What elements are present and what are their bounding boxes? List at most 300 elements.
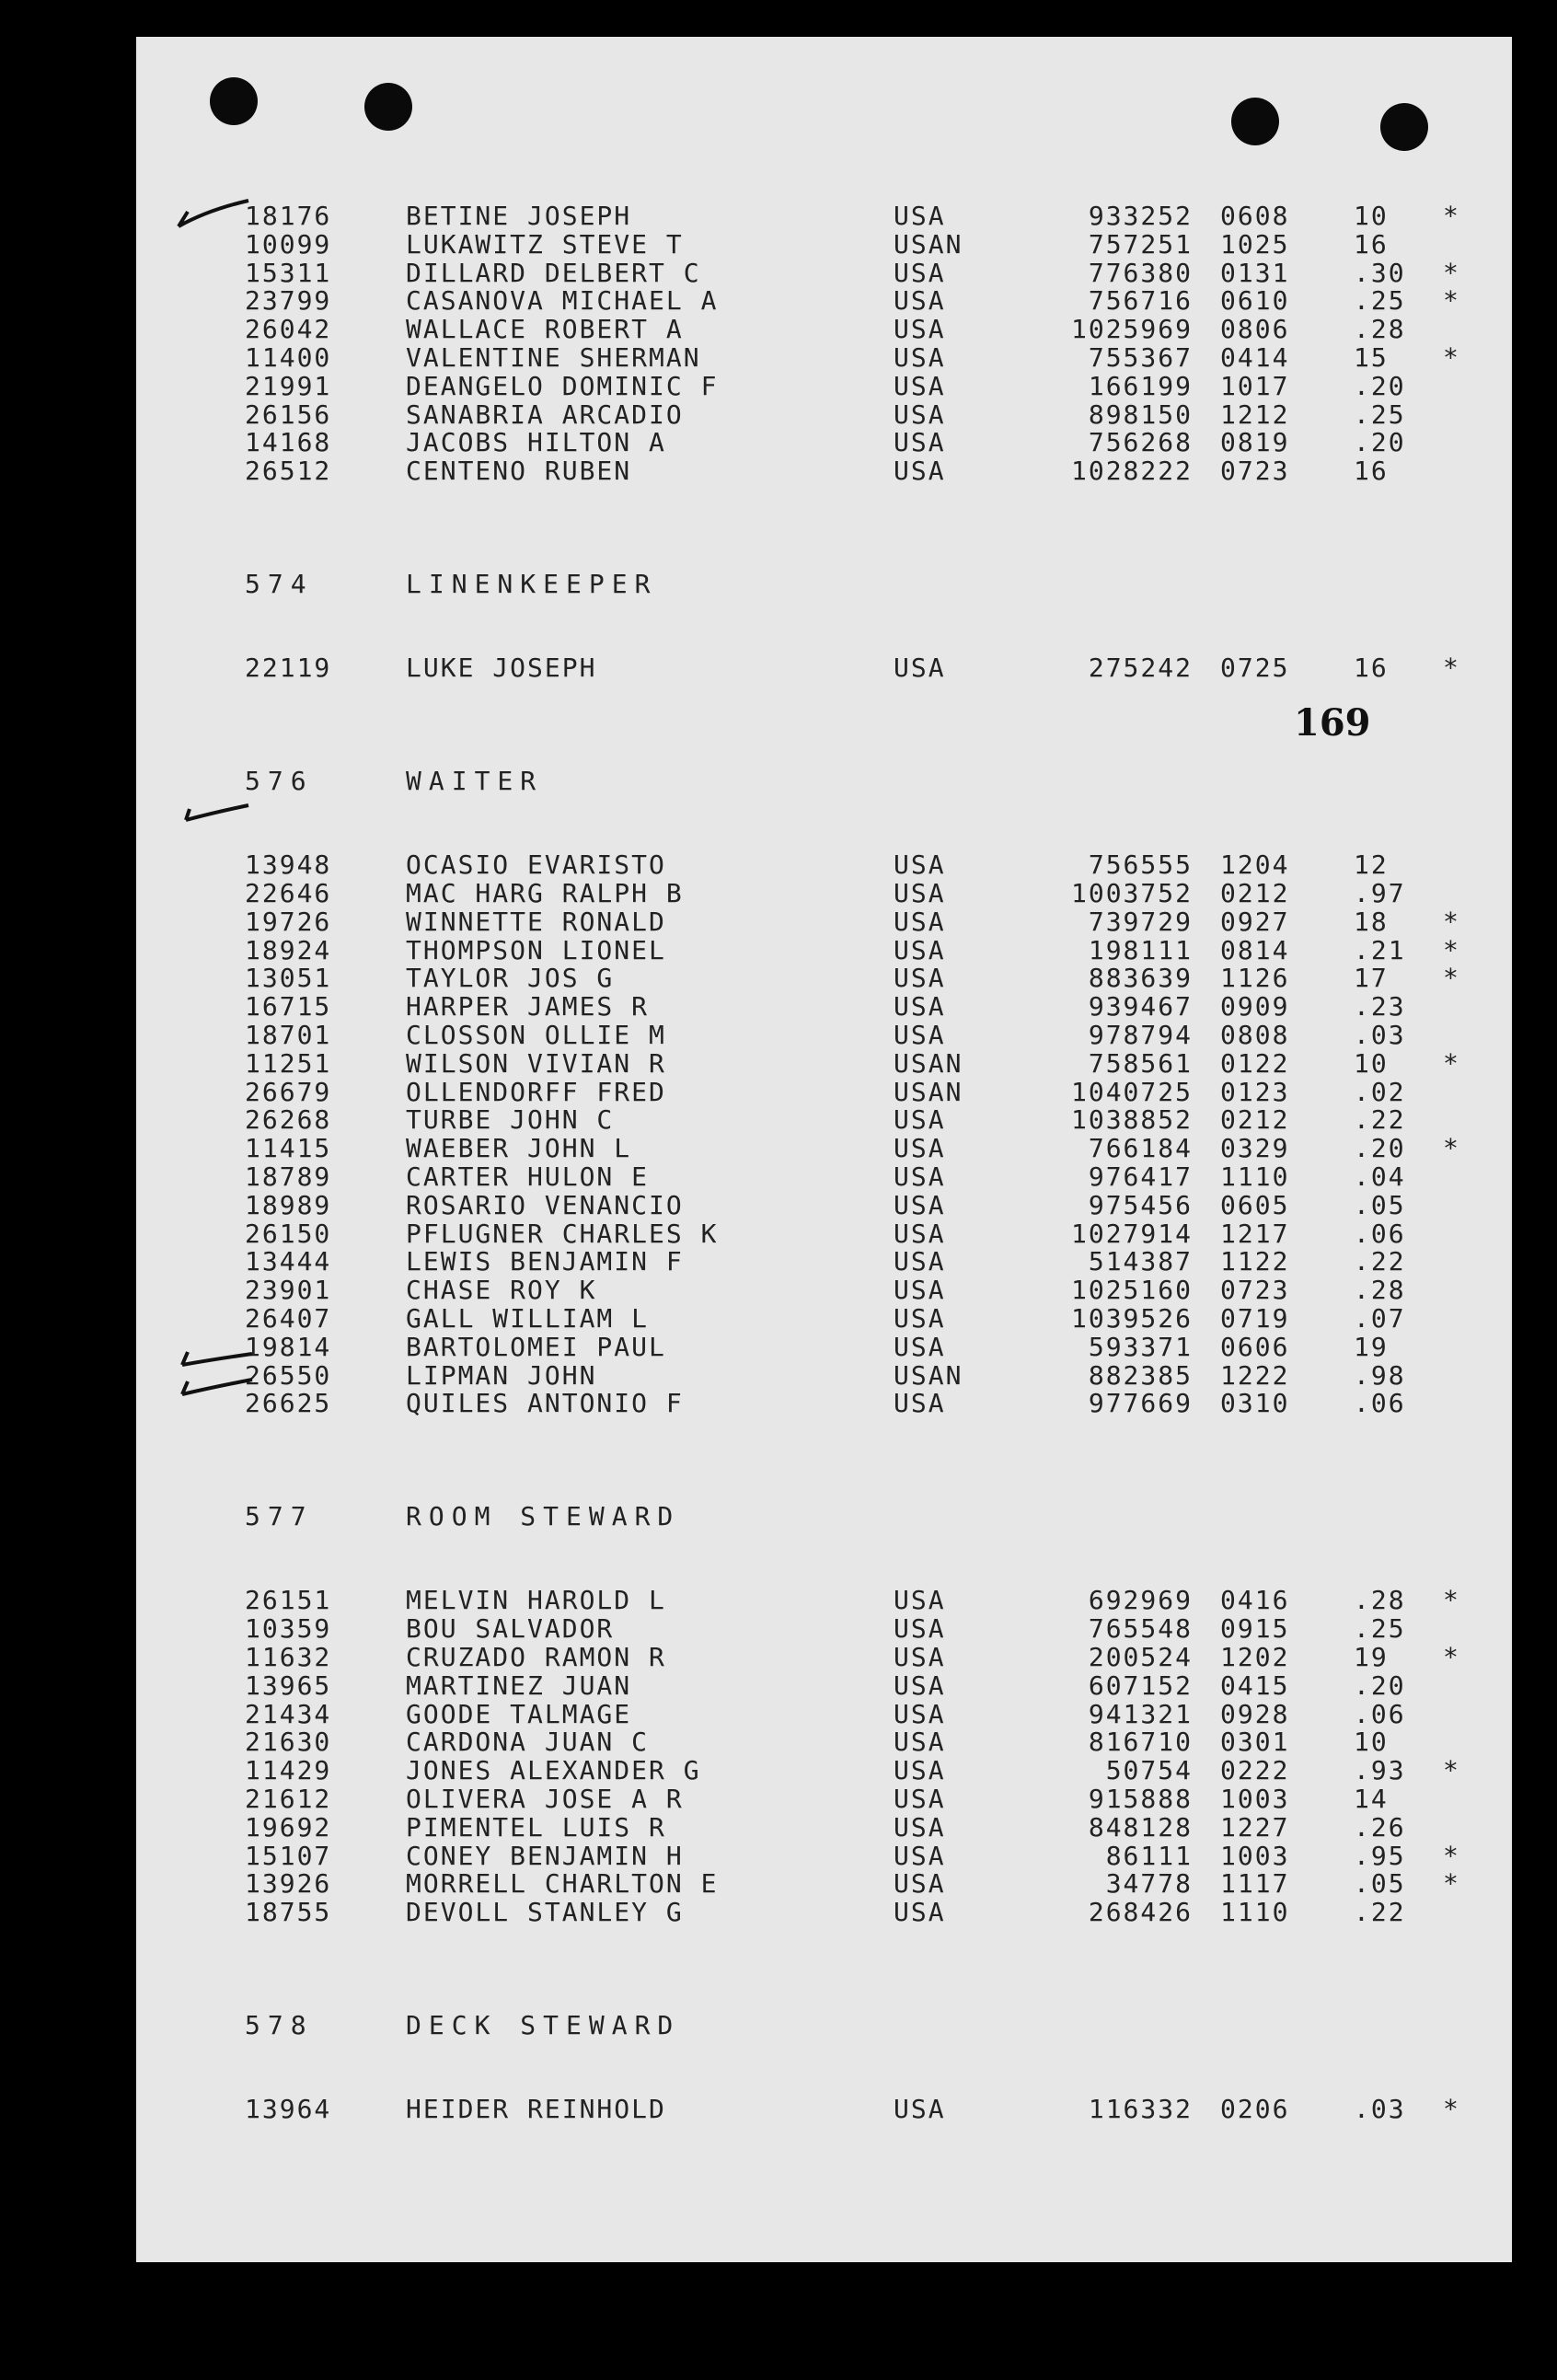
document-number: 915888 — [1088, 1784, 1193, 1814]
document-number: 765548 — [1088, 1613, 1193, 1645]
section-code: 574 — [245, 568, 314, 599]
rate-value: .21 — [1354, 934, 1406, 965]
document-number: 756268 — [1088, 427, 1193, 458]
crew-id: 13965 — [245, 1669, 332, 1701]
crew-name: LEWIS BENJAMIN F — [406, 1246, 684, 1277]
date-code: 0212 — [1220, 878, 1290, 908]
crew-name: OCASIO EVARISTO — [406, 849, 666, 881]
date-code: 0606 — [1220, 1331, 1290, 1362]
crew-row — [136, 342, 1512, 373]
rate-value: .04 — [1354, 1161, 1406, 1192]
crew-name: CLOSSON OLLIE M — [406, 1020, 666, 1050]
rate-value: .06 — [1354, 1698, 1406, 1729]
date-code: 0915 — [1220, 1613, 1290, 1645]
rate-value: .28 — [1354, 314, 1406, 345]
rate-value: 19 — [1354, 1331, 1389, 1362]
crew-row — [136, 1585, 1512, 1616]
document-number: 939467 — [1088, 991, 1193, 1022]
date-code: 0719 — [1220, 1303, 1290, 1334]
rate-value: 14 — [1354, 1784, 1389, 1814]
document-number: 268426 — [1088, 1897, 1193, 1928]
crew-name: OLIVERA JOSE A R — [406, 1784, 684, 1814]
crew-id: 26151 — [245, 1585, 332, 1616]
rate-value: 10 — [1354, 1727, 1389, 1758]
nationality: USA — [894, 314, 946, 345]
nationality: USA — [894, 991, 946, 1022]
crew-id: 22119 — [245, 653, 332, 684]
rate-value: 16 — [1354, 456, 1389, 487]
crew-row — [136, 1246, 1512, 1277]
section-title: ROOM STEWARD — [406, 1500, 681, 1531]
crew-name: LUKAWITZ STEVE T — [406, 228, 684, 260]
crew-id: 13051 — [245, 963, 332, 994]
nationality: USA — [894, 1613, 946, 1645]
section-title: DECK STEWARD — [406, 2009, 681, 2040]
crew-name: CHASE ROY K — [406, 1275, 597, 1306]
document-number: 977669 — [1088, 1388, 1193, 1419]
asterisk-mark: * — [1443, 653, 1460, 684]
section-code: 576 — [245, 765, 314, 796]
nationality: USA — [894, 1331, 946, 1362]
nationality: USA — [894, 1868, 946, 1900]
crew-id: 21612 — [245, 1784, 332, 1814]
nationality: USAN — [894, 1047, 963, 1079]
crew-name: HEIDER REINHOLD — [406, 2094, 666, 2125]
date-code: 0814 — [1220, 934, 1290, 965]
crew-row — [136, 285, 1512, 317]
crew-name: LUKE JOSEPH — [406, 653, 597, 684]
rate-value: .30 — [1354, 257, 1406, 288]
crew-id: 16715 — [245, 991, 332, 1022]
section-title: WAITER — [406, 765, 544, 796]
section-title: LINENKEEPER — [406, 568, 658, 599]
crew-id: 10099 — [245, 228, 332, 260]
document-number: 34778 — [1105, 1868, 1193, 1900]
nationality: USA — [894, 201, 946, 231]
crew-id: 13964 — [245, 2094, 332, 2125]
crew-id: 23901 — [245, 1275, 332, 1306]
nationality: USA — [894, 399, 946, 430]
nationality: USA — [894, 2094, 946, 2125]
rate-value: .20 — [1354, 1133, 1406, 1164]
punch-hole — [210, 77, 258, 125]
crew-row — [136, 1868, 1512, 1900]
document-number: 848128 — [1088, 1811, 1193, 1843]
rate-value: 12 — [1354, 849, 1389, 881]
crew-name: CARDONA JUAN C — [406, 1727, 650, 1758]
crew-id: 11400 — [245, 342, 332, 373]
crew-name: JONES ALEXANDER G — [406, 1755, 701, 1786]
document-number: 757251 — [1088, 228, 1193, 260]
section-code: 578 — [245, 2009, 314, 2040]
section-header — [136, 568, 1512, 599]
asterisk-mark: * — [1443, 2094, 1460, 2125]
asterisk-mark: * — [1443, 285, 1460, 317]
section-code: 577 — [245, 1500, 314, 1531]
crew-name: SANABRIA ARCADIO — [406, 399, 684, 430]
crew-row — [136, 1104, 1512, 1136]
nationality: USA — [894, 427, 946, 458]
crew-row — [136, 399, 1512, 430]
rate-value: .20 — [1354, 1669, 1406, 1701]
document-number: 758561 — [1088, 1047, 1193, 1079]
rate-value: .95 — [1354, 1840, 1406, 1871]
crew-name: MAC HARG RALPH B — [406, 878, 684, 908]
crew-row — [136, 371, 1512, 399]
crew-name: MELVIN HAROLD L — [406, 1585, 666, 1616]
crew-name: WALLACE ROBERT A — [406, 314, 684, 345]
nationality: USA — [894, 1388, 946, 1419]
nationality: USAN — [894, 1076, 963, 1107]
nationality: USA — [894, 342, 946, 373]
section-header — [136, 765, 1512, 796]
crew-id: 11632 — [245, 1642, 332, 1672]
asterisk-mark: * — [1443, 1585, 1460, 1616]
crew-row — [136, 228, 1512, 260]
date-code: 1017 — [1220, 370, 1290, 401]
date-code: 0414 — [1220, 342, 1290, 373]
nationality: USA — [894, 1698, 946, 1729]
date-code: 0608 — [1220, 201, 1290, 231]
nationality: USA — [894, 370, 946, 401]
crew-name: PIMENTEL LUIS R — [406, 1811, 666, 1843]
crew-id: 26625 — [245, 1388, 332, 1419]
document-number: 975456 — [1088, 1189, 1193, 1220]
date-code: 1110 — [1220, 1897, 1290, 1928]
date-code: 0725 — [1220, 653, 1290, 684]
crew-name: ROSARIO VENANCIO — [406, 1189, 684, 1220]
document-number: 1025969 — [1070, 314, 1193, 345]
date-code: 1025 — [1220, 228, 1290, 260]
date-code: 0122 — [1220, 1047, 1290, 1079]
crew-row — [136, 1020, 1512, 1050]
crew-name: CRUZADO RAMON R — [406, 1642, 666, 1672]
crew-name: TURBE JOHN C — [406, 1104, 615, 1136]
document-number: 755367 — [1088, 342, 1193, 373]
date-code: 0927 — [1220, 906, 1290, 937]
crew-row — [136, 1275, 1512, 1306]
document-number: 1040725 — [1070, 1076, 1193, 1107]
crew-id: 19726 — [245, 906, 332, 937]
document-number: 198111 — [1088, 934, 1193, 965]
rate-value: .25 — [1354, 1613, 1406, 1645]
document-number: 1038852 — [1070, 1104, 1193, 1136]
crew-row — [136, 257, 1512, 288]
rate-value: 16 — [1354, 228, 1389, 260]
crew-id: 18701 — [245, 1020, 332, 1050]
crew-row — [136, 1218, 1512, 1249]
date-code: 0819 — [1220, 427, 1290, 458]
date-code: 1110 — [1220, 1161, 1290, 1192]
nationality: USA — [894, 963, 946, 994]
nationality: USA — [894, 1784, 946, 1814]
crew-row — [136, 906, 1512, 937]
date-code: 1003 — [1220, 1784, 1290, 1814]
asterisk-mark: * — [1443, 906, 1460, 937]
document-number: 1003752 — [1070, 878, 1193, 908]
nationality: USA — [894, 653, 946, 684]
document-number: 50754 — [1105, 1755, 1193, 1786]
rate-value: .03 — [1354, 1020, 1406, 1050]
nationality: USA — [894, 849, 946, 881]
check-mark — [177, 1339, 260, 1413]
crew-row — [136, 1161, 1512, 1192]
document-number: 275242 — [1088, 653, 1193, 684]
date-code: 0301 — [1220, 1727, 1290, 1758]
date-code: 0212 — [1220, 1104, 1290, 1136]
crew-id: 11251 — [245, 1047, 332, 1079]
crew-row — [136, 1755, 1512, 1786]
nationality: USA — [894, 1840, 946, 1871]
crew-id: 18755 — [245, 1897, 332, 1928]
nationality: USA — [894, 1897, 946, 1928]
crew-row — [136, 1727, 1512, 1758]
asterisk-mark: * — [1443, 934, 1460, 965]
crew-name: WAEBER JOHN L — [406, 1133, 632, 1164]
crew-id: 19814 — [245, 1331, 332, 1362]
crew-row — [136, 456, 1512, 487]
crew-row — [136, 314, 1512, 345]
crew-row — [136, 1784, 1512, 1814]
crew-row — [136, 2094, 1512, 2125]
crew-row — [136, 1897, 1512, 1928]
crew-row — [136, 1190, 1512, 1218]
nationality: USA — [894, 1755, 946, 1786]
rate-value: .26 — [1354, 1811, 1406, 1843]
document-number: 756555 — [1088, 849, 1193, 881]
rate-value: .93 — [1354, 1755, 1406, 1786]
date-code: 0415 — [1220, 1669, 1290, 1701]
document-number: 593371 — [1088, 1331, 1193, 1362]
crew-id: 26150 — [245, 1218, 332, 1249]
crew-id: 13444 — [245, 1246, 332, 1277]
asterisk-mark: * — [1443, 1642, 1460, 1672]
document-number: 116332 — [1088, 2094, 1193, 2125]
date-code: 0723 — [1220, 1275, 1290, 1306]
nationality: USA — [894, 1727, 946, 1758]
nationality: USA — [894, 285, 946, 317]
document-number: 776380 — [1088, 257, 1193, 288]
date-code: 0723 — [1220, 456, 1290, 487]
rate-value: .28 — [1354, 1585, 1406, 1616]
crew-name: VALENTINE SHERMAN — [406, 342, 701, 373]
crew-row — [136, 1303, 1512, 1334]
crew-name: DEANGELO DOMINIC F — [406, 370, 719, 401]
rate-value: 10 — [1354, 1047, 1389, 1079]
crew-name: CENTENO RUBEN — [406, 456, 632, 487]
crew-id: 11415 — [245, 1133, 332, 1164]
nationality: USAN — [894, 1359, 963, 1391]
crew-name: JACOBS HILTON A — [406, 427, 666, 458]
document-number: 882385 — [1088, 1359, 1193, 1391]
asterisk-mark: * — [1443, 1133, 1460, 1164]
crew-id: 21630 — [245, 1727, 332, 1758]
date-code: 0310 — [1220, 1388, 1290, 1419]
crew-row — [136, 1047, 1512, 1079]
crew-row — [136, 1811, 1512, 1843]
crew-id: 19692 — [245, 1811, 332, 1843]
crew-row — [136, 1699, 1512, 1727]
nationality: USA — [894, 1104, 946, 1136]
crew-name: LIPMAN JOHN — [406, 1359, 597, 1391]
document-number: 883639 — [1088, 963, 1193, 994]
document-number: 1039526 — [1070, 1303, 1193, 1334]
crew-row — [136, 849, 1512, 881]
nationality: USA — [894, 934, 946, 965]
crew-name: CASANOVA MICHAEL A — [406, 285, 719, 317]
date-code: 1202 — [1220, 1642, 1290, 1672]
rate-value: .06 — [1354, 1218, 1406, 1249]
crew-id: 22646 — [245, 878, 332, 908]
document-number: 756716 — [1088, 285, 1193, 317]
crew-name: MORRELL CHARLTON E — [406, 1868, 719, 1900]
nationality: USA — [894, 878, 946, 908]
rate-value: .23 — [1354, 991, 1406, 1022]
rate-value: .06 — [1354, 1388, 1406, 1419]
crew-name: THOMPSON LIONEL — [406, 934, 666, 965]
crew-row — [136, 1840, 1512, 1871]
crew-name: DILLARD DELBERT C — [406, 257, 701, 288]
crew-row — [136, 935, 1512, 963]
crew-id: 26042 — [245, 314, 332, 345]
crew-id: 26407 — [245, 1303, 332, 1334]
crew-id: 26268 — [245, 1104, 332, 1136]
document-number: 739729 — [1088, 906, 1193, 937]
section-header — [136, 2010, 1512, 2038]
crew-id: 18924 — [245, 934, 332, 965]
nationality: USA — [894, 1246, 946, 1277]
crew-id: 14168 — [245, 427, 332, 458]
date-code: 1227 — [1220, 1811, 1290, 1843]
date-code: 0605 — [1220, 1189, 1290, 1220]
nationality: USA — [894, 1133, 946, 1164]
crew-name: CARTER HULON E — [406, 1161, 650, 1192]
rate-value: 17 — [1354, 963, 1389, 994]
date-code: 1217 — [1220, 1218, 1290, 1249]
date-code: 0808 — [1220, 1020, 1290, 1050]
crew-id: 11429 — [245, 1755, 332, 1786]
crew-id: 15311 — [245, 257, 332, 288]
punch-hole — [1380, 103, 1428, 151]
rate-value: .22 — [1354, 1246, 1406, 1277]
date-code: 0123 — [1220, 1076, 1290, 1107]
crew-id: 21434 — [245, 1698, 332, 1729]
document-number: 607152 — [1088, 1669, 1193, 1701]
nationality: USA — [894, 1303, 946, 1334]
crew-row — [136, 1359, 1512, 1391]
asterisk-mark: * — [1443, 257, 1460, 288]
crew-name: BOU SALVADOR — [406, 1613, 615, 1645]
nationality: USA — [894, 1811, 946, 1843]
crew-id: 13948 — [245, 849, 332, 881]
punch-hole — [1231, 98, 1279, 145]
document-number: 978794 — [1088, 1020, 1193, 1050]
crew-name: TAYLOR JOS G — [406, 963, 615, 994]
crew-id: 26512 — [245, 456, 332, 487]
crew-id: 23799 — [245, 285, 332, 317]
document-number: 166199 — [1088, 370, 1193, 401]
date-code: 1204 — [1220, 849, 1290, 881]
crew-row — [136, 963, 1512, 994]
nationality: USA — [894, 1218, 946, 1249]
check-mark — [180, 794, 254, 831]
crew-name: OLLENDORFF FRED — [406, 1076, 666, 1107]
rate-value: 18 — [1354, 906, 1389, 937]
rate-value: 16 — [1354, 653, 1389, 684]
crew-row — [136, 201, 1512, 231]
crew-name: WILSON VIVIAN R — [406, 1047, 666, 1079]
document-number: 86111 — [1105, 1840, 1193, 1871]
nationality: USA — [894, 1275, 946, 1306]
crew-row — [136, 1076, 1512, 1107]
date-code: 0928 — [1220, 1698, 1290, 1729]
rate-value: .20 — [1354, 370, 1406, 401]
rate-value: .03 — [1354, 2094, 1406, 2125]
document-number: 514387 — [1088, 1246, 1193, 1277]
rate-value: .20 — [1354, 427, 1406, 458]
nationality: USA — [894, 257, 946, 288]
date-code: 0416 — [1220, 1585, 1290, 1616]
document-number: 1028222 — [1070, 456, 1193, 487]
crew-id: 21991 — [245, 370, 332, 401]
document-number: 941321 — [1088, 1698, 1193, 1729]
rate-value: .25 — [1354, 399, 1406, 430]
crew-id: 13926 — [245, 1868, 332, 1900]
asterisk-mark: * — [1443, 1840, 1460, 1871]
rate-value: 10 — [1354, 201, 1389, 231]
crew-name: GALL WILLIAM L — [406, 1303, 650, 1334]
date-code: 1222 — [1220, 1359, 1290, 1391]
asterisk-mark: * — [1443, 1047, 1460, 1079]
crew-id: 26156 — [245, 399, 332, 430]
date-code: 0131 — [1220, 257, 1290, 288]
date-code: 0329 — [1220, 1133, 1290, 1164]
document-number: 200524 — [1088, 1642, 1193, 1672]
crew-row — [136, 1388, 1512, 1419]
date-code: 0610 — [1220, 285, 1290, 317]
date-code: 0909 — [1220, 991, 1290, 1022]
crew-id: 18789 — [245, 1161, 332, 1192]
crew-name: HARPER JAMES R — [406, 991, 650, 1022]
crew-name: MARTINEZ JUAN — [406, 1669, 632, 1701]
punch-hole — [364, 83, 412, 131]
crew-name: DEVOLL STANLEY G — [406, 1897, 684, 1928]
nationality: USA — [894, 456, 946, 487]
nationality: USA — [894, 1020, 946, 1050]
crew-id: 10359 — [245, 1613, 332, 1645]
page-number: 169 — [1294, 701, 1371, 745]
crew-name: QUILES ANTONIO F — [406, 1388, 684, 1419]
crew-row — [136, 991, 1512, 1022]
crew-name: CONEY BENJAMIN H — [406, 1840, 684, 1871]
date-code: 0222 — [1220, 1755, 1290, 1786]
rate-value: .22 — [1354, 1897, 1406, 1928]
nationality: USA — [894, 1642, 946, 1672]
asterisk-mark: * — [1443, 342, 1460, 373]
crew-row — [136, 1642, 1512, 1672]
crew-row — [136, 427, 1512, 458]
crew-row — [136, 1613, 1512, 1645]
section-header — [136, 1501, 1512, 1529]
rate-value: .28 — [1354, 1275, 1406, 1306]
rate-value: .98 — [1354, 1359, 1406, 1391]
asterisk-mark: * — [1443, 1755, 1460, 1786]
nationality: USA — [894, 1669, 946, 1701]
rate-value: .22 — [1354, 1104, 1406, 1136]
asterisk-mark: * — [1443, 1868, 1460, 1900]
crew-row — [136, 878, 1512, 906]
crew-name: GOODE TALMAGE — [406, 1698, 632, 1729]
